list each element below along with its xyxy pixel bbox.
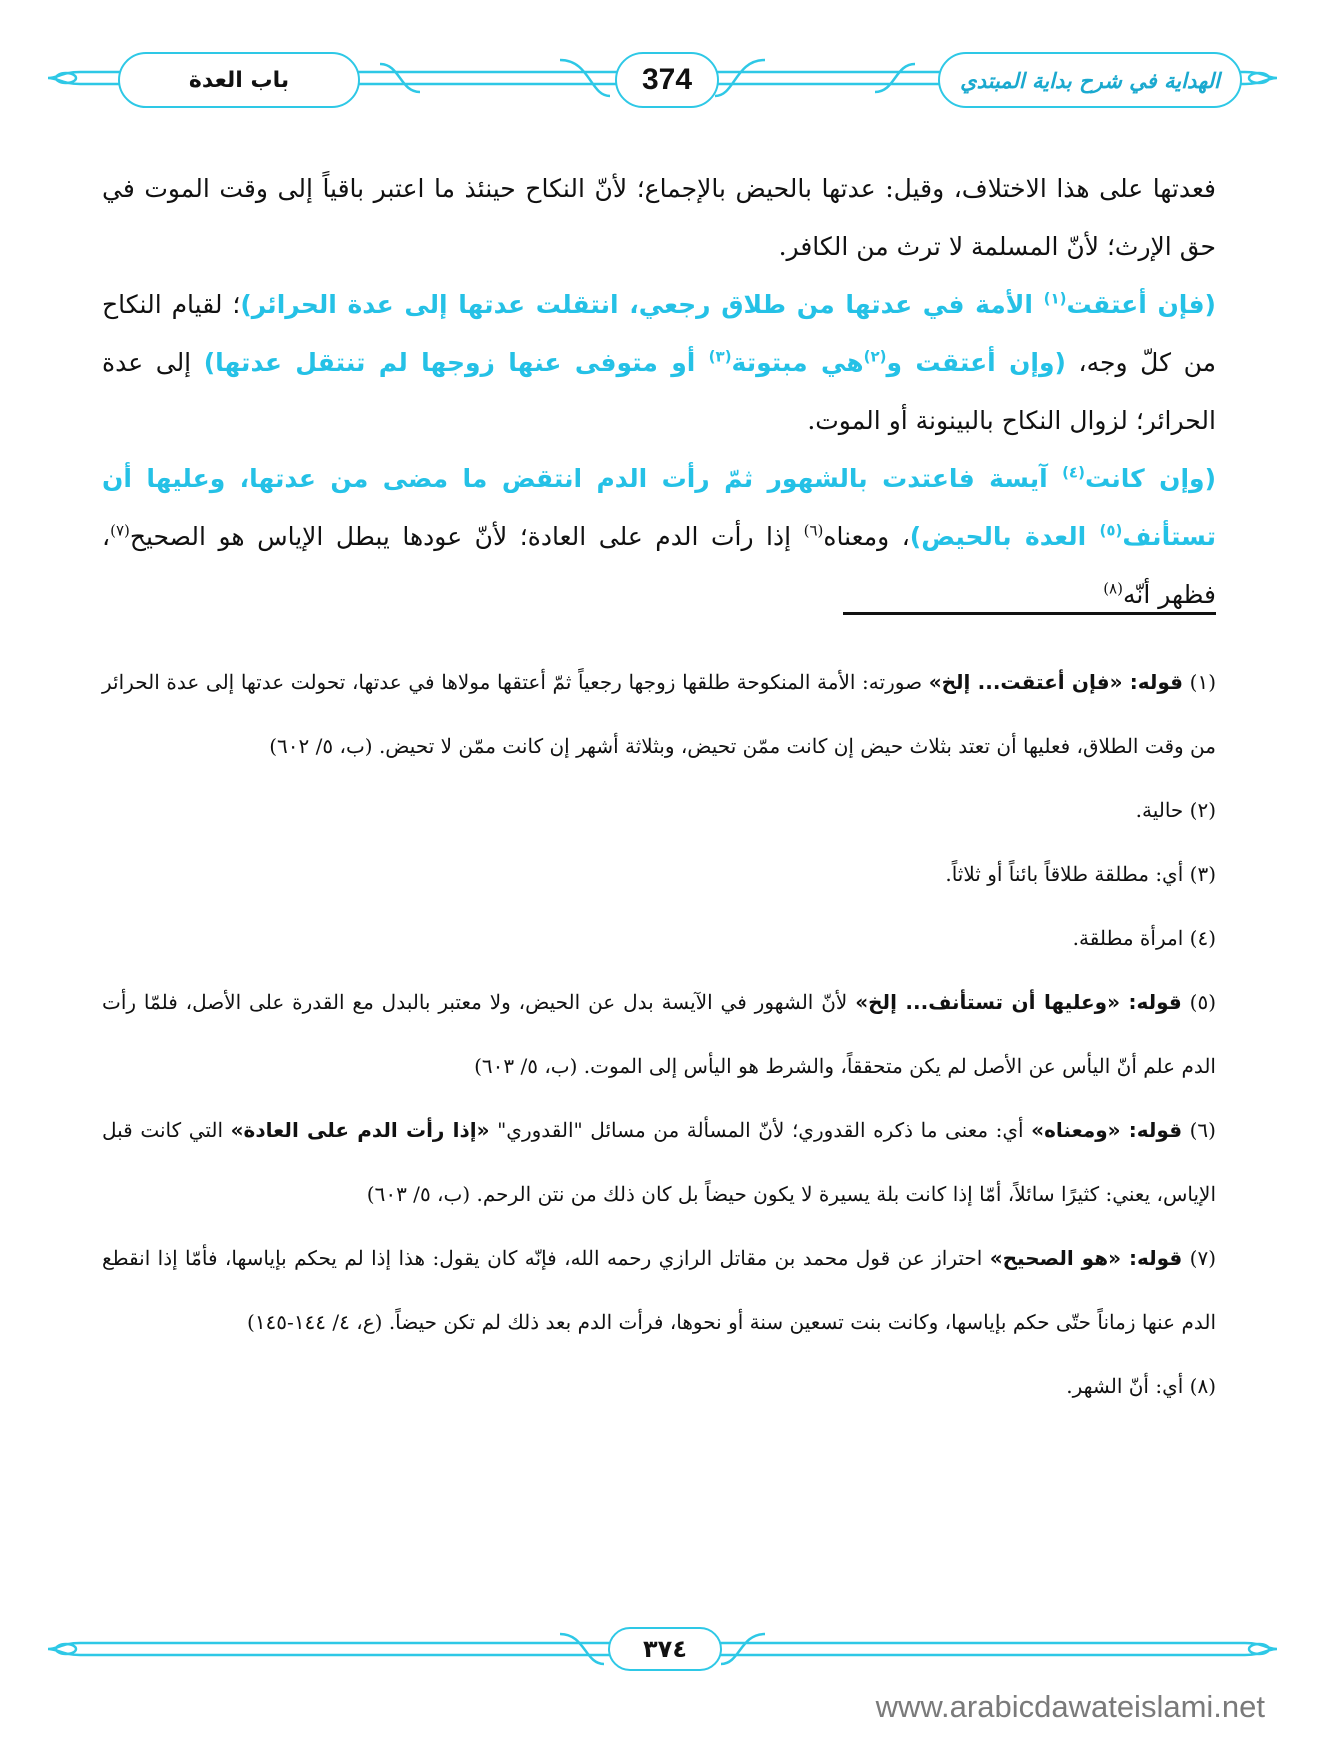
footnote-ref-1[interactable]: (١) xyxy=(1043,289,1067,308)
matn-highlight: الأمة في عدتها من طلاق رجعي، انتقلت عدتها إلى عدة الحرائر) xyxy=(240,290,1044,319)
paragraph-3 xyxy=(102,450,1216,624)
text-run: فعدتها على هذا الاختلاف، وقيل: عدتها بالحيض بالإجماع؛ لأنّ النكاح حينئذ ما اعتبر باقياً إلى وقت الموت في حق الإرث؛ لأنّ المسلمة لا ترث من الكافر. xyxy=(102,174,1216,261)
book-title: الهداية في شرح بداية المبتدي xyxy=(938,52,1242,108)
footnote-5 xyxy=(102,970,1216,1098)
footnote-text: التي كانت قبل الإياس، يعني: كثيرًا سائلاً، أمّا إذا كانت بلة يسيرة لا يكون حيضاً بل كان ذلك من نتن الرحم. (ب، ٥/ ٦٠٣) xyxy=(102,1118,1216,1206)
text-run: ، ومعناه xyxy=(823,522,910,551)
paragraph-2 xyxy=(102,276,1216,450)
footnotes xyxy=(102,650,1216,1418)
footnote-1 xyxy=(102,650,1216,778)
footnote-2: (٢) حالية. xyxy=(1135,798,1216,822)
matn-highlight: العدة بالحيض) xyxy=(909,522,1100,551)
footnote-number: (٦) xyxy=(1182,1118,1216,1142)
footnote-label: قوله: «وعليها أن تستأنف... إلخ» xyxy=(855,990,1182,1014)
footnote-6 xyxy=(102,1098,1216,1226)
footnote-number: (٧) xyxy=(1182,1246,1216,1270)
matn-highlight: (وإن كانت xyxy=(1084,464,1216,493)
footnote-ref-5[interactable]: (٥) xyxy=(1099,521,1123,540)
footnote-text: أي: معنى ما ذكره القدوري؛ لأنّ المسألة من مسائل "القدوري" xyxy=(489,1118,1032,1142)
footnote-ref-2[interactable]: (٢) xyxy=(863,347,887,366)
footer-page-number: ٣٧٤ xyxy=(608,1627,722,1671)
footnote-ref-4[interactable]: (٤) xyxy=(1062,463,1085,482)
footnote-label: «إذا رأت الدم على العادة» xyxy=(230,1118,490,1142)
matn-highlight: (وإن أعتقت و xyxy=(886,348,1066,377)
matn-highlight: (فإن أعتقت xyxy=(1066,290,1216,319)
header-page-number: 374 xyxy=(615,52,719,108)
footnote-4: (٤) امرأة مطلقة. xyxy=(1072,926,1216,950)
matn-highlight: أو متوفى عنها زوجها لم تنتقل عدتها) xyxy=(203,348,709,377)
paragraph-1 xyxy=(102,160,1216,276)
footnote-number: (١) xyxy=(1183,670,1216,694)
main-text xyxy=(102,160,1216,624)
footnote-number: (٥) xyxy=(1181,990,1217,1014)
footnote-separator xyxy=(843,612,1216,615)
matn-highlight: آيسة فاعتدت بالشهور ثمّ رأت الدم انتقض ما مضى من عدتها، وعليها أن تستأنف xyxy=(102,464,1216,551)
footnote-label: قوله: «هو الصحيح» xyxy=(989,1246,1183,1270)
chapter-title: باب العدة xyxy=(118,52,360,108)
footnote-label: قوله: «فإن أعتقت... إلخ» xyxy=(928,670,1183,694)
footnote-ref-7[interactable]: (٧) xyxy=(110,521,130,540)
website-url[interactable]: www.arabicdawateislami.net xyxy=(875,1689,1265,1724)
footnote-8: (٨) أي: أنّ الشهر. xyxy=(1066,1374,1216,1398)
matn-highlight: هي مبتوتة xyxy=(731,348,864,377)
text-run: إلى عدة الحرائر؛ لزوال النكاح بالبينونة أو الموت. xyxy=(102,348,1216,435)
text-run: إذا رأت الدم على العادة؛ لأنّ عودها يبطل الإياس هو الصحيح xyxy=(129,522,804,551)
footnote-text: صورته: الأمة المنكوحة طلقها زوجها رجعياً ثمّ أعتقها مولاها في عدتها، تحولت عدتها إلى عدة الحرائر من وقت الطلاق، فعليها أن تعتد بثلاث حيض إن كانت ممّن تحيض، وبثلاثة أشهر إن كانت ممّن لا تحيض. (ب، ٥/ ٦٠٢) xyxy=(102,670,1216,758)
footnote-ref-3[interactable]: (٣) xyxy=(708,347,732,366)
footnote-ref-8[interactable]: (٨) xyxy=(1103,579,1123,598)
footnote-text: لأنّ الشهور في الآيسة بدل عن الحيض، ولا معتبر بالبدل مع القدرة على الأصل، فلمّا رأت الدم علم أنّ اليأس عن الأصل لم يكن متحققاً، والشرط هو اليأس إلى الموت. (ب، ٥/ ٦٠٣) xyxy=(102,990,1216,1078)
footnote-ref-6[interactable]: (٦) xyxy=(803,521,824,540)
footnote-text: احتراز عن قول محمد بن مقاتل الرازي رحمه الله، فإنّه كان يقول: هذا إذا لم يحكم بإياسها، فأمّا إذا انقطع الدم عنها زماناً حتّى حكم بإياسها، وكانت بنت تسعين سنة أو نحوها، فرأت الدم بعد ذلك لم تكن حيضاً. (ع، ٤/ ١٤٤-١٤٥) xyxy=(102,1246,1216,1334)
footnote-label: قوله: «ومعناه» xyxy=(1031,1118,1183,1142)
footnote-3: (٣) أي: مطلقة طلاقاً بائناً أو ثلاثاً. xyxy=(945,862,1216,886)
text-run: ؛ لقيام النكاح من كلّ وجه، xyxy=(102,290,1216,377)
footnote-7 xyxy=(102,1226,1216,1354)
text-run: ، فظهر أنّه xyxy=(102,522,1216,609)
